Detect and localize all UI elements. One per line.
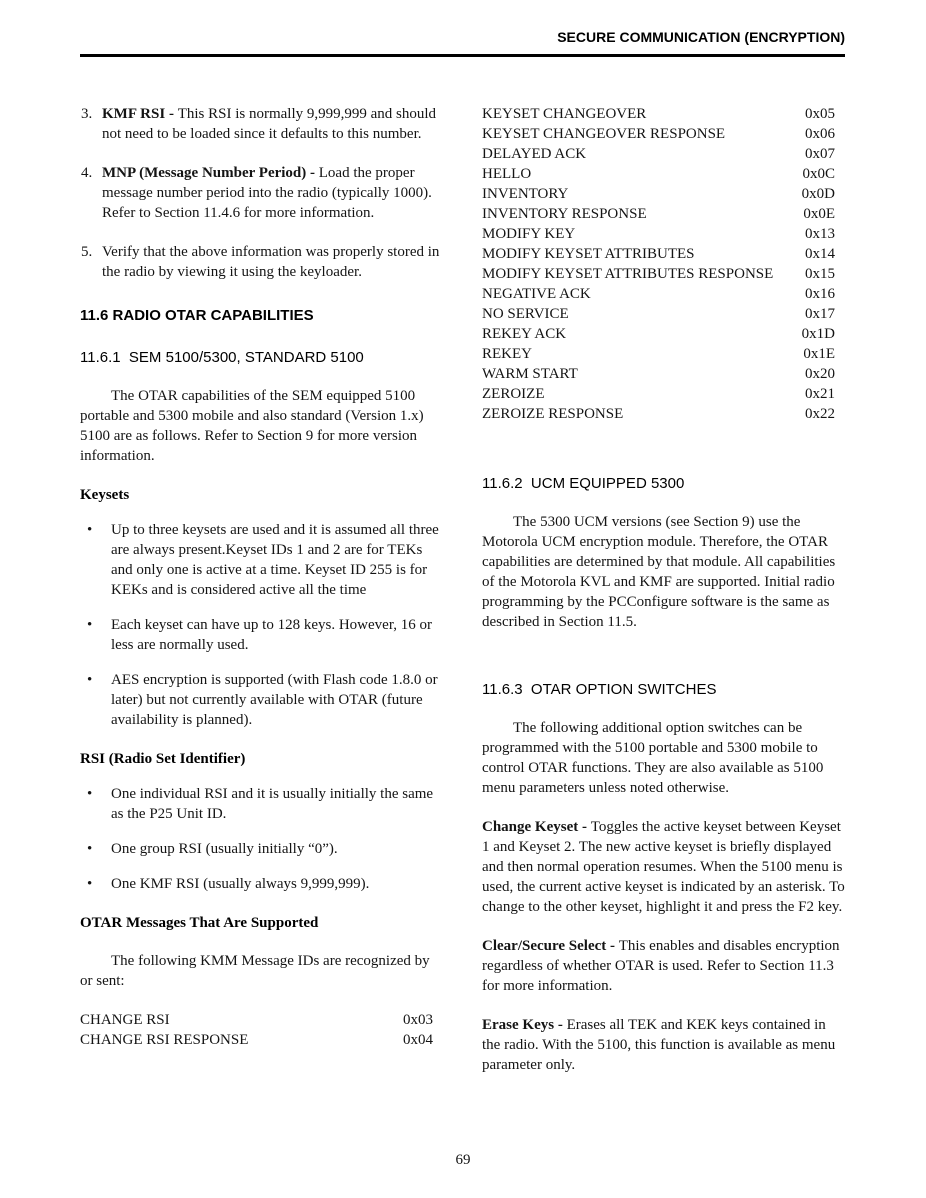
bullet-text: One individual RSI and it is usually initially the same as the P25 Unit ID.: [111, 786, 434, 822]
message-code: 0x06: [805, 126, 835, 142]
message-row: [482, 284, 847, 304]
message-row: [482, 164, 847, 184]
page-number: 69: [455, 1152, 471, 1168]
switch-text: Erases all TEK and KEK keys contained in the radio. With the 5100, this function is available as menu parameter only.: [482, 1017, 836, 1073]
bullet-icon: •: [87, 672, 93, 688]
message-code: 0x0D: [801, 186, 835, 202]
item-text: This RSI is normally 9,999,999 and should not need to be loaded since it defaults to this number.: [102, 106, 437, 142]
item-lead: KMF RSI -: [102, 106, 178, 122]
bullet-text: Up to three keysets are used and it is assumed all three are always present.Keyset IDs 1 and 2 are for TEKs and only one is active at a time. Keyset ID 255 is for KEKs and is considered active all the time: [111, 522, 439, 598]
message-code: 0x1D: [801, 326, 835, 342]
message-row: [80, 1010, 445, 1030]
running-header-title: SECURE COMMUNICATION (ENCRYPTION): [557, 29, 845, 45]
message-row: [482, 304, 847, 324]
switch-text: This enables and disables encryption regardless of whether OTAR is used. Refer to Section 11.3 for more information.: [482, 938, 840, 994]
item-text: Load the proper message number period into the radio (typically 1000). Refer to Section 11.4.6 for more information.: [102, 165, 432, 221]
message-code: 0x07: [805, 146, 835, 162]
item-number: 5.: [81, 244, 93, 260]
bullet-icon: •: [87, 786, 93, 802]
message-label: ZEROIZE: [482, 386, 545, 402]
keysets-bullet-1: [80, 520, 445, 600]
item-text: Verify that the above information was properly stored in the radio by viewing it using the keyloader.: [102, 244, 440, 280]
message-code: 0x21: [805, 386, 835, 402]
message-label: HELLO: [482, 166, 532, 182]
message-code: 0x0E: [803, 206, 835, 222]
message-code: 0x22: [805, 406, 835, 422]
message-code: 0x16: [805, 286, 835, 302]
message-row: [482, 184, 847, 204]
item-number: 4.: [81, 165, 93, 181]
page-footer: [0, 1150, 926, 1170]
numbered-item-4: [80, 163, 445, 223]
message-label: WARM START: [482, 366, 578, 382]
message-label: MODIFY KEY: [482, 226, 576, 242]
message-code: 0x1E: [803, 346, 835, 362]
numbered-item-3: [80, 104, 445, 144]
keysets-heading: Keysets: [80, 487, 130, 503]
message-label: CHANGE RSI RESPONSE: [80, 1032, 249, 1048]
keysets-bullet-3: [80, 670, 445, 730]
item-number: 3.: [81, 106, 93, 122]
message-code: 0x0C: [802, 166, 835, 182]
numbered-item-5: [80, 242, 445, 282]
subsection-heading-11-6-3: 11.6.3 OTAR OPTION SWITCHES: [482, 681, 717, 698]
message-row: [482, 384, 847, 404]
message-code: 0x15: [805, 266, 835, 282]
message-code: 0x14: [805, 246, 835, 262]
switch-lead: Clear/Secure Select -: [482, 938, 619, 954]
message-row: [482, 264, 847, 284]
message-label: INVENTORY RESPONSE: [482, 206, 647, 222]
switch-lead: Change Keyset -: [482, 819, 591, 835]
bullet-icon: •: [87, 522, 93, 538]
intro-paragraph: The OTAR capabilities of the SEM equipped 5100 portable and 5300 mobile and also standard (Version 1.x) 5100 are as follows. Refer to Section 9 for more version information.: [80, 388, 424, 464]
message-label: DELAYED ACK: [482, 146, 587, 162]
bullet-icon: •: [87, 876, 93, 892]
message-label: KEYSET CHANGEOVER: [482, 106, 647, 122]
message-label: NEGATIVE ACK: [482, 286, 591, 302]
rsi-heading: RSI (Radio Set Identifier): [80, 751, 246, 767]
subsection-heading-11-6-2: 11.6.2 UCM EQUIPPED 5300: [482, 475, 685, 492]
message-code: 0x13: [805, 226, 835, 242]
message-row: [482, 224, 847, 244]
right-column: [482, 104, 847, 1075]
section-heading-11-6: 11.6 RADIO OTAR CAPABILITIES: [80, 307, 314, 324]
option-switches-paragraph: The following additional option switches can be programmed with the 5100 portable and 5300 mobile to control OTAR functions. They are also available as 5100 menu parameters unless noted otherwise.: [482, 720, 824, 796]
bullet-text: One KMF RSI (usually always 9,999,999).: [111, 876, 370, 892]
message-row: [482, 244, 847, 264]
switch-clear-secure-select: [482, 936, 847, 996]
message-row: [482, 124, 847, 144]
message-row: [482, 364, 847, 384]
message-label: REKEY ACK: [482, 326, 567, 342]
rsi-bullet-1: [80, 784, 445, 824]
bullet-icon: •: [87, 617, 93, 633]
message-id-table-left: [80, 1010, 445, 1050]
bullet-text: AES encryption is supported (with Flash code 1.8.0 or later) but not currently available with OTAR (future availability is planned).: [111, 672, 438, 728]
rsi-bullet-2: [80, 839, 445, 859]
bullet-text: One group RSI (usually initially “0”).: [111, 841, 338, 857]
header-rule: [80, 54, 845, 57]
message-row: [482, 104, 847, 124]
message-code: 0x03: [403, 1012, 433, 1028]
keysets-bullet-2: [80, 615, 445, 655]
switch-lead: Erase Keys -: [482, 1017, 567, 1033]
otar-intro-paragraph: The following KMM Message IDs are recognized by or sent:: [80, 953, 430, 989]
ucm-paragraph: The 5300 UCM versions (see Section 9) use the Motorola UCM encryption module. Therefore, the OTAR capabilities are determined by that module. All capabilities of the Motorola KVL and KMF are supported. Initial radio programming by the PCConfigure software is the same as described in Section 11.5.: [482, 514, 836, 630]
message-code: 0x05: [805, 106, 835, 122]
message-label: INVENTORY: [482, 186, 569, 202]
item-lead: MNP (Message Number Period) -: [102, 165, 319, 181]
item-body: [102, 163, 445, 223]
message-row: [482, 324, 847, 344]
message-label: REKEY: [482, 346, 532, 362]
message-code: 0x17: [805, 306, 835, 322]
bullet-icon: •: [87, 841, 93, 857]
subsection-heading-11-6-1: 11.6.1 SEM 5100/5300, STANDARD 5100: [80, 349, 364, 366]
switch-erase-keys: [482, 1015, 847, 1075]
message-label: ZEROIZE RESPONSE: [482, 406, 624, 422]
message-code: 0x04: [403, 1032, 433, 1048]
message-row: [80, 1030, 445, 1050]
otar-messages-heading: OTAR Messages That Are Supported: [80, 915, 319, 931]
message-label: NO SERVICE: [482, 306, 569, 322]
bullet-text: Each keyset can have up to 128 keys. However, 16 or less are normally used.: [111, 617, 432, 653]
message-label: MODIFY KEYSET ATTRIBUTES RESPONSE: [482, 266, 774, 282]
message-label: MODIFY KEYSET ATTRIBUTES: [482, 246, 695, 262]
message-id-table-right: [482, 104, 847, 424]
message-row: [482, 404, 847, 424]
rsi-bullet-3: [80, 874, 445, 894]
message-code: 0x20: [805, 366, 835, 382]
content-columns: [80, 104, 847, 1075]
message-label: KEYSET CHANGEOVER RESPONSE: [482, 126, 726, 142]
left-column: [80, 104, 445, 1075]
message-row: [482, 204, 847, 224]
item-body: [102, 104, 445, 144]
switch-text: Toggles the active keyset between Keyset 1 and Keyset 2. The new active keyset is briefly displayed and then normal operation resumes. When the 5100 menu is used, the current active keyset is indicated by an asterisk. To change to the other keyset, highlight it and press the F2 key.: [482, 819, 845, 915]
message-row: [482, 344, 847, 364]
page-header: [80, 0, 845, 57]
item-body: [102, 242, 445, 282]
message-label: CHANGE RSI: [80, 1012, 170, 1028]
switch-change-keyset: [482, 817, 847, 917]
message-row: [482, 144, 847, 164]
